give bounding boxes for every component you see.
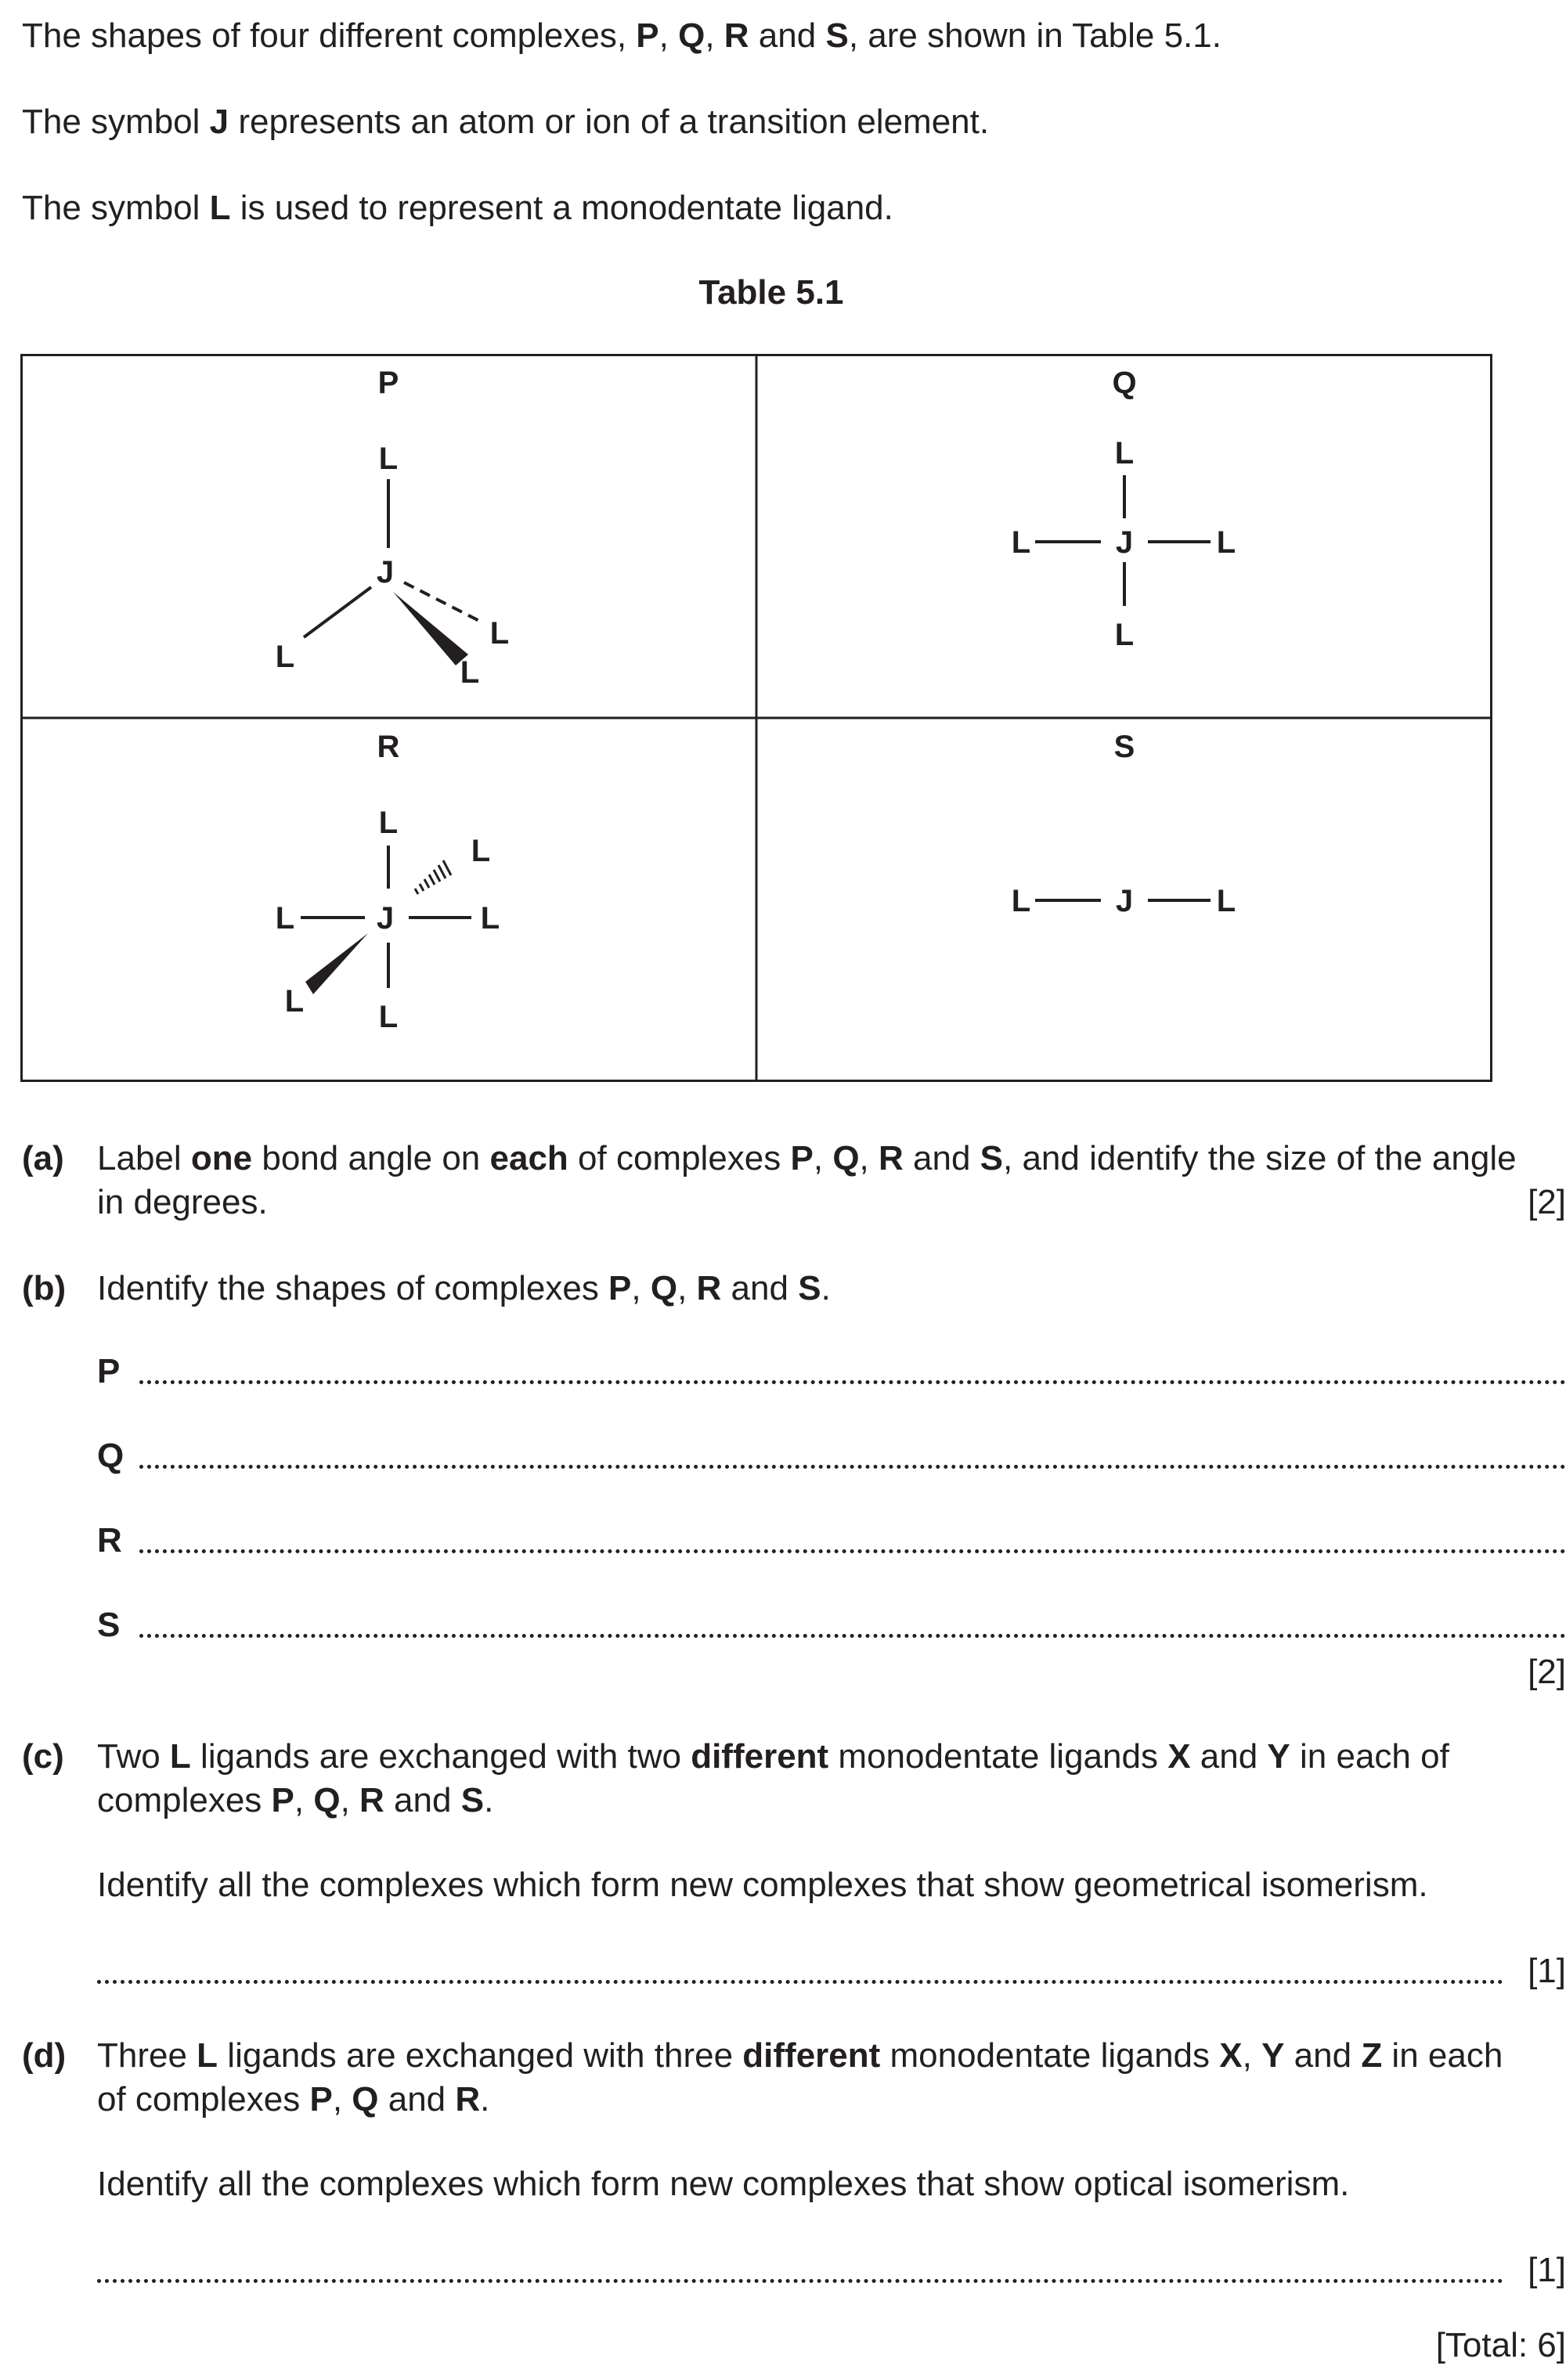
ligand-label: L <box>1011 884 1031 918</box>
central-atom-label: J <box>1115 884 1134 918</box>
answer-line[interactable] <box>139 1380 1566 1384</box>
ligand-label: L <box>1216 884 1236 918</box>
ligand-label: L <box>471 834 491 868</box>
answer-line[interactable] <box>139 1465 1566 1469</box>
ligand-label: L <box>378 806 399 840</box>
answer-row-p[interactable] <box>97 1350 1566 1394</box>
part-c-line-1: Two L ligands are exchanged with two different monodentate ligands X and Y in each of <box>97 1737 1449 1776</box>
part-a-line-1: Label one bond angle on each of complexes P, Q, R and S, and identify the size of the angle <box>97 1139 1517 1177</box>
ligand-label: L <box>378 1000 399 1034</box>
part-b-marks: [2] <box>1528 1653 1566 1691</box>
total-marks: [Total: 6] <box>1435 2326 1566 2364</box>
answer-row-c[interactable] <box>97 1949 1566 1993</box>
cell-label-q: Q <box>1112 366 1137 400</box>
answer-letter: Q <box>97 1437 124 1475</box>
bond-wedge <box>305 933 368 994</box>
answer-row-d[interactable] <box>97 2248 1566 2292</box>
part-c-line-2: complexes P, Q, R and S. <box>97 1781 494 1819</box>
answer-row-r[interactable] <box>97 1519 1566 1563</box>
part-b-label: (b) <box>22 1269 67 1307</box>
cell-label-s: S <box>1113 730 1135 764</box>
answer-line[interactable] <box>97 2279 1503 2283</box>
part-a-label: (a) <box>22 1139 64 1177</box>
part-a-line-2: in degrees. <box>97 1183 268 1221</box>
ligand-label: L <box>1216 525 1236 560</box>
part-d-line-3: Identify all the complexes which form new complexes that show optical isomerism. <box>97 2165 1350 2203</box>
cell-p <box>276 366 509 690</box>
answer-line[interactable] <box>139 1634 1566 1638</box>
cell-label-r: R <box>377 730 400 764</box>
answer-letter: S <box>97 1606 121 1644</box>
intro-line-2: The symbol J represents an atom or ion of a transition element. <box>22 103 990 141</box>
cell-q <box>1012 366 1236 652</box>
central-atom-label: J <box>1115 525 1134 560</box>
ligand-label: L <box>480 901 500 936</box>
table-5-1 <box>20 354 1492 1082</box>
ligand-label: L <box>275 901 295 936</box>
bond-hashed <box>415 860 451 894</box>
ligand-label: L <box>378 442 399 476</box>
ligand-label: L <box>1114 618 1135 652</box>
part-d-line-1: Three L ligands are exchanged with three different monodentate ligands X, Y and Z in each <box>97 2036 1503 2075</box>
part-b-line-1: Identify the shapes of complexes P, Q, R and S. <box>97 1269 831 1307</box>
part-c-marks: [1] <box>1528 1952 1566 1990</box>
cell-s <box>1012 730 1236 918</box>
intro-line-3: The symbol L is used to represent a monodentate ligand. <box>22 189 893 227</box>
part-d-line-2: of complexes P, Q and R. <box>97 2080 490 2119</box>
part-c-line-3: Identify all the complexes which form new complexes that show geometrical isomerism. <box>97 1866 1428 1904</box>
answer-letter: R <box>97 1521 122 1560</box>
central-atom-label: J <box>376 555 395 590</box>
answer-letter: P <box>97 1352 121 1390</box>
cell-r <box>276 730 500 1034</box>
ligand-label: L <box>1011 525 1031 560</box>
cell-label-p: P <box>377 366 399 400</box>
answer-line[interactable] <box>97 1980 1503 1984</box>
part-a-marks: [2] <box>1528 1183 1566 1221</box>
part-c-label: (c) <box>22 1737 64 1776</box>
part-d-label: (d) <box>22 2036 67 2075</box>
ligand-label: L <box>275 640 295 674</box>
ligand-label: L <box>1114 436 1135 471</box>
bond-wedge <box>393 592 468 665</box>
ligand-label: L <box>460 655 480 690</box>
ligand-label: L <box>489 616 510 651</box>
ligand-label: L <box>284 984 305 1019</box>
central-atom-label: J <box>376 901 395 936</box>
intro-line-1: The shapes of four different complexes, P, Q, R and S, are shown in Table 5.1. <box>22 16 1221 55</box>
answer-line[interactable] <box>139 1549 1566 1553</box>
bond-line <box>304 587 371 637</box>
answer-row-q[interactable] <box>97 1434 1566 1478</box>
table-title: Table 5.1 <box>698 273 844 312</box>
part-d-marks: [1] <box>1528 2251 1566 2289</box>
answer-row-s[interactable] <box>97 1603 1566 1647</box>
